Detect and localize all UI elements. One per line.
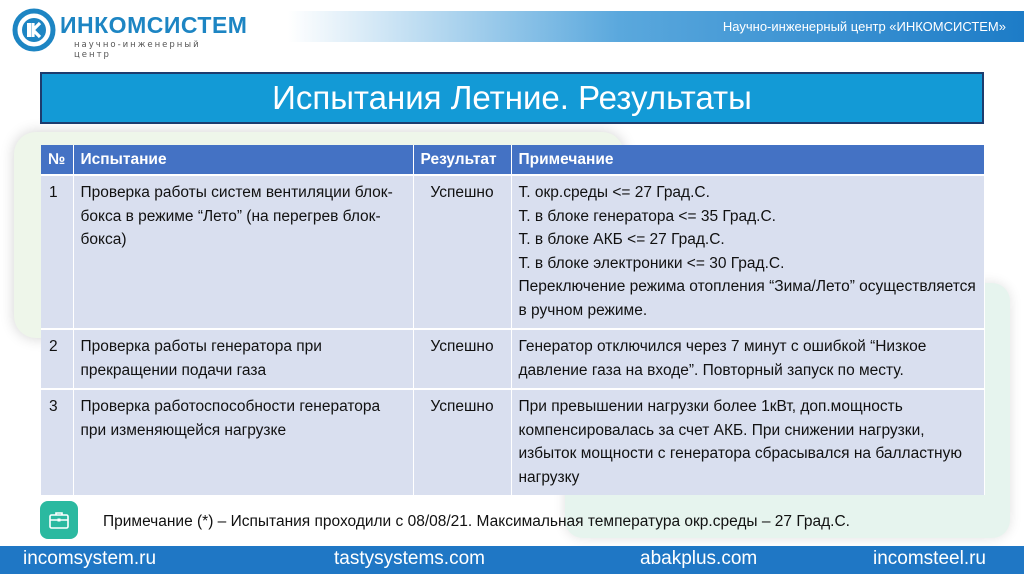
footer-link-abakplus[interactable]: abakplus.com <box>640 548 758 569</box>
header-bar <box>288 11 1024 42</box>
footer-bar <box>0 546 1024 574</box>
table-header-row <box>41 145 984 175</box>
logo-mark-icon <box>12 8 56 52</box>
note-line: Т. в блоке генератора <= 35 Град.С. <box>518 207 776 225</box>
slide-title: Испытания Летние. Результаты <box>272 79 752 116</box>
row-note <box>511 389 984 495</box>
row-note <box>511 329 984 389</box>
note-line: Переключение режима отопления “Зима/Лето” осуществляется в ручном режиме. <box>518 278 976 319</box>
results-table <box>41 145 985 495</box>
row-result: Успешно <box>413 329 511 389</box>
row-number: 2 <box>41 329 73 389</box>
center-name: Научно-инженерный центр «ИНКОМСИСТЕМ» <box>722 19 1006 34</box>
row-test: Проверка работы систем вентиляции блок-бокса в режиме “Лето” (на перегрев блок-бокса) <box>73 175 413 329</box>
column-header-test: Испытание <box>73 145 413 175</box>
logo-tagline: научно-инженерный центр <box>74 40 201 60</box>
table-row <box>41 175 984 329</box>
note-line: При превышении нагрузки более 1кВт, доп.мощность компенсировалась за счет АКБ. При снижении нагрузки, избыток мощности с генератора сбрасывался на балластную нагрузку <box>518 398 962 486</box>
note-line: Т. в блоке АКБ <= 27 Град.С. <box>518 231 725 248</box>
footer-link-incomsystem[interactable]: incomsystem.ru <box>23 548 157 569</box>
footnote: Примечание (*) – Испытания проходили с 08/08/21. Максимальная температура окр.среды – 27 Град.С. <box>103 513 850 530</box>
row-number: 1 <box>41 175 73 329</box>
column-header-note: Примечание <box>511 145 984 175</box>
table-row <box>41 329 984 389</box>
note-line: Генератор отключился через 7 минут с ошибкой “Низкое давление газа на входе”. Повторный запуск по месту. <box>518 338 927 379</box>
slide-title-box <box>40 72 984 124</box>
note-line: Т. окр.среды <= 27 Град.С. <box>518 184 710 201</box>
row-test: Проверка работы генератора при прекращении подачи газа <box>73 329 413 389</box>
column-header-number: № <box>41 145 73 175</box>
footer-link-incomsteel[interactable]: incomsteel.ru <box>873 548 986 569</box>
briefcase-icon <box>40 501 78 539</box>
table-row <box>41 389 984 495</box>
row-result: Успешно <box>413 175 511 329</box>
note-line: Т. в блоке электроники <= 30 Град.С. <box>518 254 785 272</box>
company-logo <box>12 8 248 60</box>
row-number: 3 <box>41 389 73 495</box>
row-result: Успешно <box>413 389 511 495</box>
footer-link-tastysystems[interactable]: tastysystems.com <box>334 548 485 569</box>
logo-name: ИНКОМСИСТЕМ <box>60 12 248 38</box>
row-note <box>511 175 984 329</box>
row-test: Проверка работоспособности генератора при изменяющейся нагрузке <box>73 389 413 495</box>
column-header-result: Результат <box>413 145 511 175</box>
